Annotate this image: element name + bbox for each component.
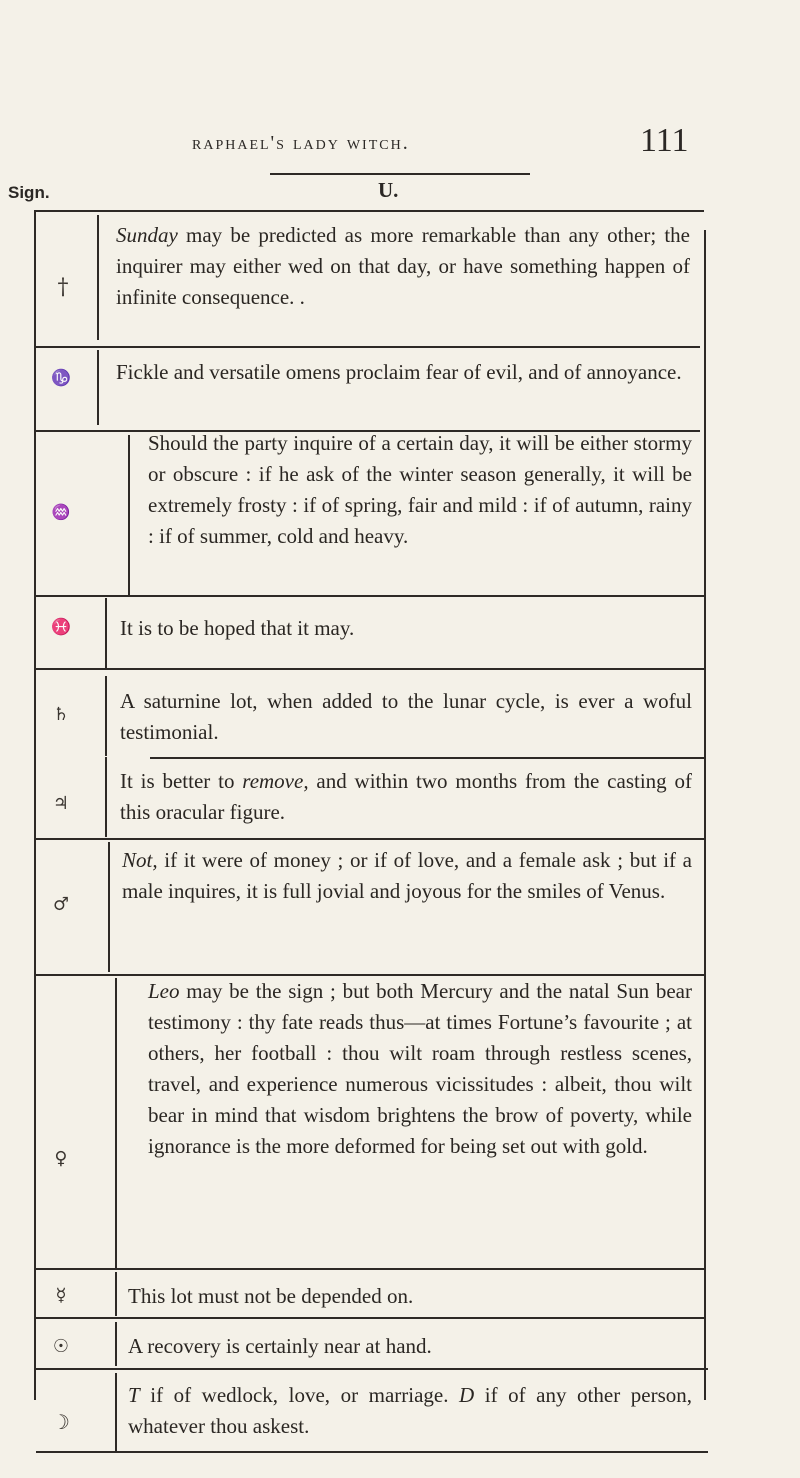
entry-text: Should the party inquire of a certain day, it will be either stormy or obscure : if he ask of the winter season generally, it will be extremely frosty : if of spring, fair and mild : if of autumn, rainy : if of summer, cold and heavy. — [148, 431, 692, 548]
entry-text: A recovery is certainly near at hand. — [128, 1334, 432, 1358]
page-header: raphael's lady witch. — [192, 132, 410, 154]
row-rule — [150, 757, 705, 759]
entry-text — [148, 976, 692, 1162]
row-rule — [36, 1451, 708, 1453]
sign-symbol: ♂ — [52, 894, 70, 915]
row-divider — [108, 842, 110, 972]
entry-italic: remove, — [242, 769, 309, 793]
sign-symbol: † — [57, 275, 69, 300]
entry-text — [120, 766, 692, 828]
entry-text: This lot must not be depended on. — [128, 1284, 414, 1308]
row-divider — [115, 1322, 117, 1366]
entry-body: if it were of money ; or if of love, and a female ask ; but if a male inquires, it is full jovial and joyous for the smiles of Venus. — [122, 848, 692, 903]
row-rule — [36, 1317, 704, 1319]
entry-text: It is to be hoped that it may. — [120, 616, 355, 640]
entry-body-cont: and within two months from the casting of this oracular figure. — [120, 769, 692, 824]
sign-symbol: ☉ — [52, 1336, 70, 1357]
row-rule — [36, 346, 700, 348]
entry-text: A saturnine lot, when added to the lunar cycle, is ever a woful testimonial. — [120, 689, 692, 744]
sign-symbol: ☿ — [55, 1285, 67, 1306]
row-divider — [97, 350, 99, 425]
header-short-rule — [270, 173, 530, 175]
entry-italic-lead: Leo — [148, 979, 180, 1003]
sign-symbol: ♑ — [51, 368, 71, 387]
row-rule — [36, 668, 704, 670]
row-rule — [36, 838, 704, 840]
table-left-rule — [34, 210, 36, 1400]
entry-body: It is better to — [120, 769, 243, 793]
entry-text — [116, 220, 690, 313]
sign-symbol: ♀ — [54, 1148, 68, 1169]
row-divider — [105, 676, 107, 756]
column-header-planet: U. — [378, 178, 399, 202]
row-divider — [115, 1272, 117, 1316]
entry-body: may be the sign ; but both Mercury and the natal Sun bear testimony : thy fate reads thus—at times Fortune’s favourite ; at others, her football : thou wilt roam through restless scenes, travel, and experience numerous vicissitudes : albeit, thou wilt bear in mind that wisdom brightens the brow of poverty, while ignorance is the more deformed for being set out with gold. — [148, 979, 692, 1158]
column-header-sign: Sign. — [8, 183, 50, 202]
row-divider — [105, 598, 107, 668]
row-divider — [115, 1373, 117, 1451]
row-rule — [36, 1268, 704, 1270]
sign-symbol: ♓ — [51, 617, 71, 636]
row-divider — [115, 978, 117, 1268]
sign-symbol: ☽ — [52, 1410, 70, 1434]
entry-body: may be predicted as more remarkable than any other; the inquirer may either wed on that day, or have something happen of infinite consequence. . — [116, 223, 690, 309]
entry-body-cont: if of any other person, whatever thou askest. — [128, 1383, 692, 1438]
row-rule — [36, 1368, 708, 1370]
row-divider — [128, 435, 130, 595]
entry-text — [128, 1380, 692, 1442]
table-right-rule — [704, 230, 706, 1400]
row-rule — [36, 595, 704, 597]
row-divider — [105, 757, 107, 837]
page-number: 111 — [640, 122, 689, 159]
entry-italic: D — [459, 1383, 475, 1407]
entry-italic-lead: Not, — [122, 848, 158, 872]
row-divider — [97, 215, 99, 340]
entry-italic: T — [128, 1383, 140, 1407]
sign-symbol: ♄ — [52, 704, 70, 725]
entry-text — [122, 845, 692, 907]
entry-italic-lead: Sunday — [116, 223, 178, 247]
header-rule — [36, 210, 704, 212]
entry-text: Fickle and versatile omens proclaim fear of evil, and of annoyance. — [116, 360, 682, 384]
entry-body: if of wedlock, love, or marriage. — [139, 1383, 460, 1407]
sign-symbol: ♃ — [52, 793, 70, 814]
sign-symbol: ♒ — [51, 503, 71, 521]
